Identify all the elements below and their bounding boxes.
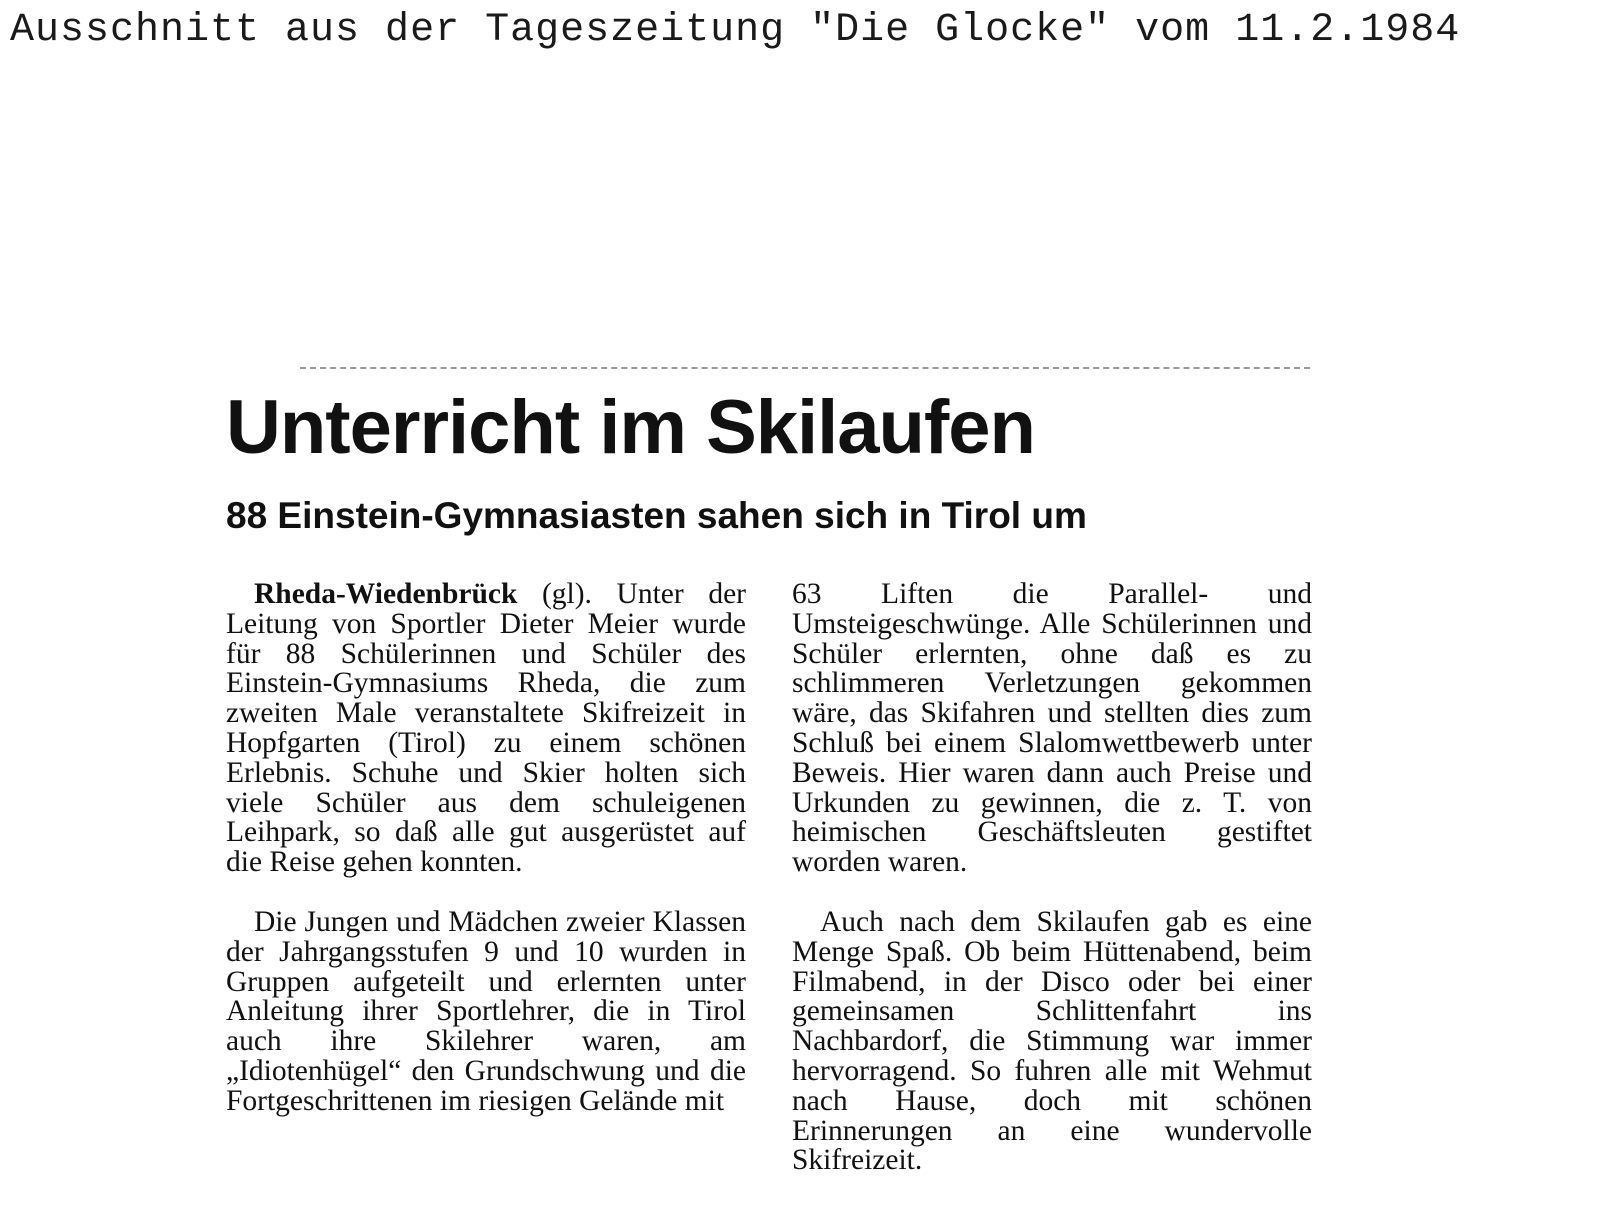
article-dateline: Rheda-Wiedenbrück [254,578,518,610]
article-subtitle: 88 Einstein-Gymnasiasten sahen sich in Tirol um [226,495,1087,536]
top-rule-divider [300,367,1310,369]
article-paragraph-2-continued: 63 Liften die Parallel- und Umsteigeschwünge. Alle Schülerinnen und Schüler erlernten, ohne daß es zu schlimmeren Verletzungen gekommen wäre, das Skifahren und stellten dies zum Schluß bei einem Slalomwettbewerb unter Beweis. Hier waren dann auch Preise und Urkunden zu gewinnen, die z. T. von heimischen Geschäftsleuten gestiftet worden waren. [792,578,1312,879]
article-paragraph-1 [226,580,746,878]
article-column-left [226,580,746,1117]
article-title: Unterricht im Skilaufen [226,385,1035,470]
article-column-right [792,580,1312,1176]
clipping-source-note: Ausschnitt aus der Tageszeitung "Die Glocke" vom 11.2.1984 [10,8,1461,53]
paragraph-1-text: (gl). Unter der Leitung von Sportler Dieter Meier wurde für 88 Schülerinnen und Schüler des Einstein-Gymnasiums Rheda, die zum zweiten Male veranstaltete Skifreizeit in Hopfgarten (Tirol) zu einem schönen Erlebnis. Schuhe und Skier holten sich viele Schüler aus dem schuleigenen Leihpark, so daß alle gut ausgerüstet auf die Reise gehen konnten. [226,578,746,879]
article-paragraph-2: Die Jungen und Mädchen zweier Klassen der Jahrgangsstufen 9 und 10 wurden in Gruppen aufgeteilt und erlernten unter Anleitung ihrer Sportlehrer, die in Tirol auch ihre Skilehrer waren, am „Idiotenhügel“ den Grundschwung und die Fortgeschrittenen im riesigen Gelände mit [226,905,746,1117]
article-paragraph-3: Auch nach dem Skilaufen gab es eine Menge Spaß. Ob beim Hüttenabend, beim Filmabend, in der Disco oder bei einer gemeinsamen Schlittenfahrt ins Nachbardorf, die Stimmung war immer hervorragend. So fuhren alle mit Wehmut nach Hause, doch mit schönen Erinnerungen an eine wundervolle Skifreizeit. [792,905,1312,1177]
